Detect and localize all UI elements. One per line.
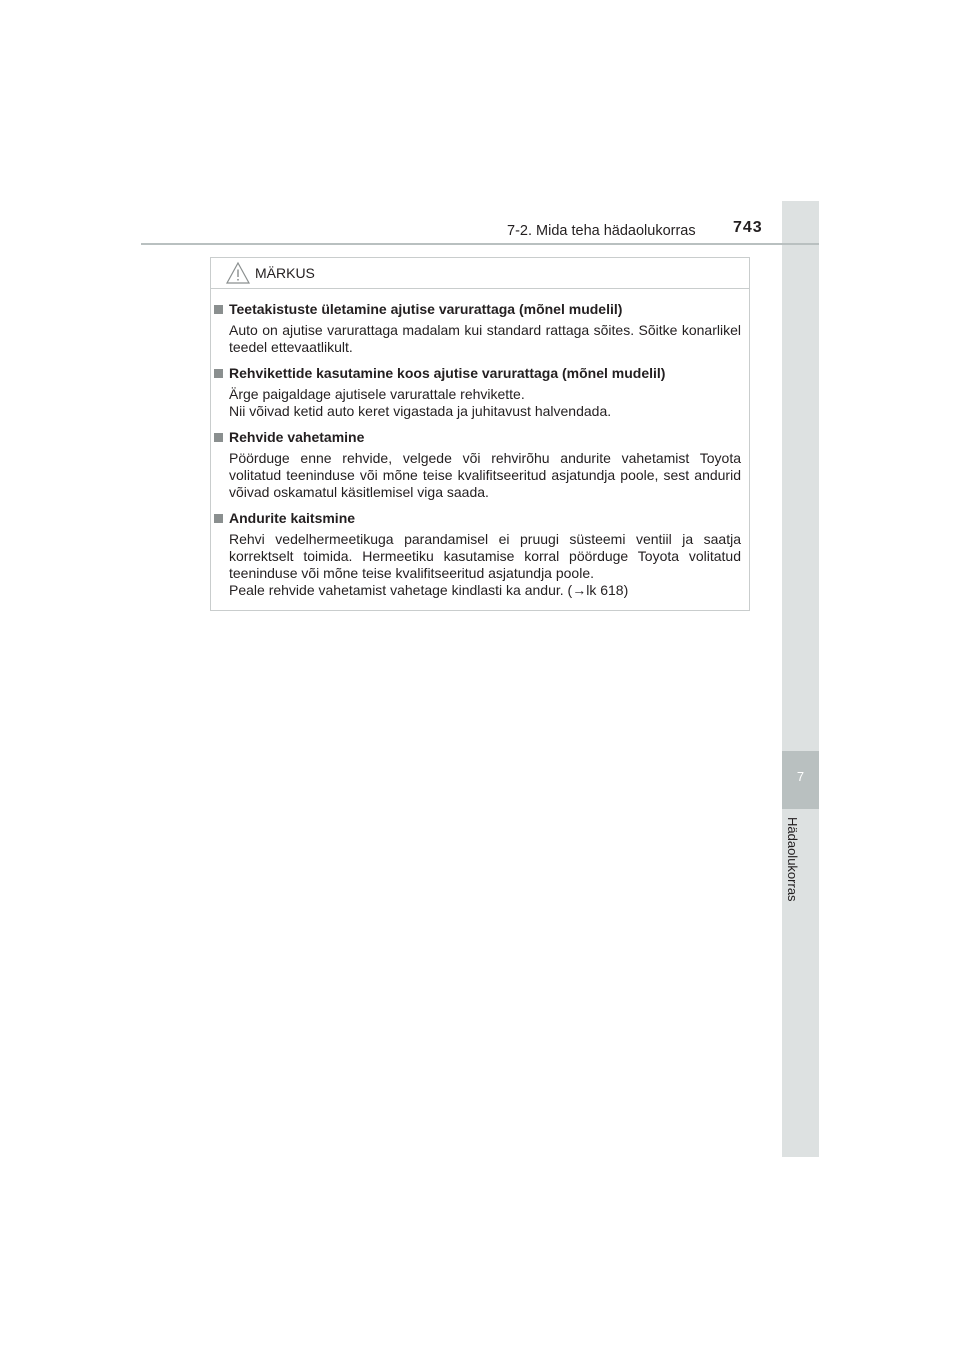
section-title: 7-2. Mida teha hädaolukorras: [507, 223, 696, 239]
item-heading: [211, 301, 749, 319]
item-paragraph: Pöörduge enne rehvide, velgede või rehvirõhu andurite vahetamist Toyota volitatud teeninduse või mõne teise kvalifitseeritud asjatundja poole, sest andurid võivad oskamatul käsitlemisel viga saada.: [229, 450, 741, 500]
item-heading-text: Teetakistuste ületamine ajutise varurattaga (mõnel mudelil): [229, 301, 623, 317]
item-paragraph: Peale rehvide vahetamist vahetage kindlasti ka andur. (→lk 618): [229, 582, 629, 598]
item-body: [229, 386, 741, 420]
notice-header: [211, 258, 749, 289]
item-heading: [211, 365, 749, 383]
item-body: [229, 450, 741, 501]
item-paragraph: Auto on ajutise varurattaga madalam kui standard rattaga sõites. Sõitke konarlikel teedel ettevaatlikult.: [229, 322, 741, 355]
item-paragraph: Rehvi vedelhermeetikuga parandamisel ei pruugi süsteemi ventiil ja saatja korrektselt toimida. Hermeetiku kasutamise korral pöörduge Toyota volitatud teeninduse või mõne teise kvalifitseeritud asjatundja poole.: [229, 531, 741, 581]
page-number: 743: [733, 219, 763, 236]
notice-item: [211, 365, 749, 420]
chapter-label-container: [786, 817, 814, 917]
item-body: [229, 322, 741, 356]
item-heading-text: Andurite kaitsmine: [229, 510, 356, 526]
item-paragraph: Nii võivad ketid auto keret vigastada ja juhitavust halvendada.: [229, 403, 612, 419]
notice-box: [210, 257, 750, 611]
item-heading-text: Rehvikettide kasutamine koos ajutise varurattaga (mõnel mudelil): [229, 365, 666, 381]
chapter-number: 7: [796, 769, 805, 784]
item-heading: [211, 510, 749, 528]
header-rule: [141, 243, 819, 245]
notice-title: MÄRKUS: [255, 265, 315, 281]
notice-item: [211, 429, 749, 501]
warning-triangle-icon: [225, 261, 251, 285]
item-body: [229, 531, 741, 599]
item-paragraph: Ärge paigaldage ajutisele varurattale rehvikette.: [229, 386, 525, 402]
item-heading-text: Rehvide vahetamine: [229, 429, 365, 445]
square-bullet-icon: [214, 433, 223, 442]
notice-item: [211, 510, 749, 599]
chapter-number-tab: [782, 751, 819, 809]
square-bullet-icon: [214, 369, 223, 378]
square-bullet-icon: [214, 514, 223, 523]
item-heading: [211, 429, 749, 447]
notice-items: [211, 301, 749, 608]
notice-item: [211, 301, 749, 356]
side-tab: [782, 201, 819, 1157]
square-bullet-icon: [214, 305, 223, 314]
chapter-label: Hädaolukorras: [785, 817, 800, 902]
